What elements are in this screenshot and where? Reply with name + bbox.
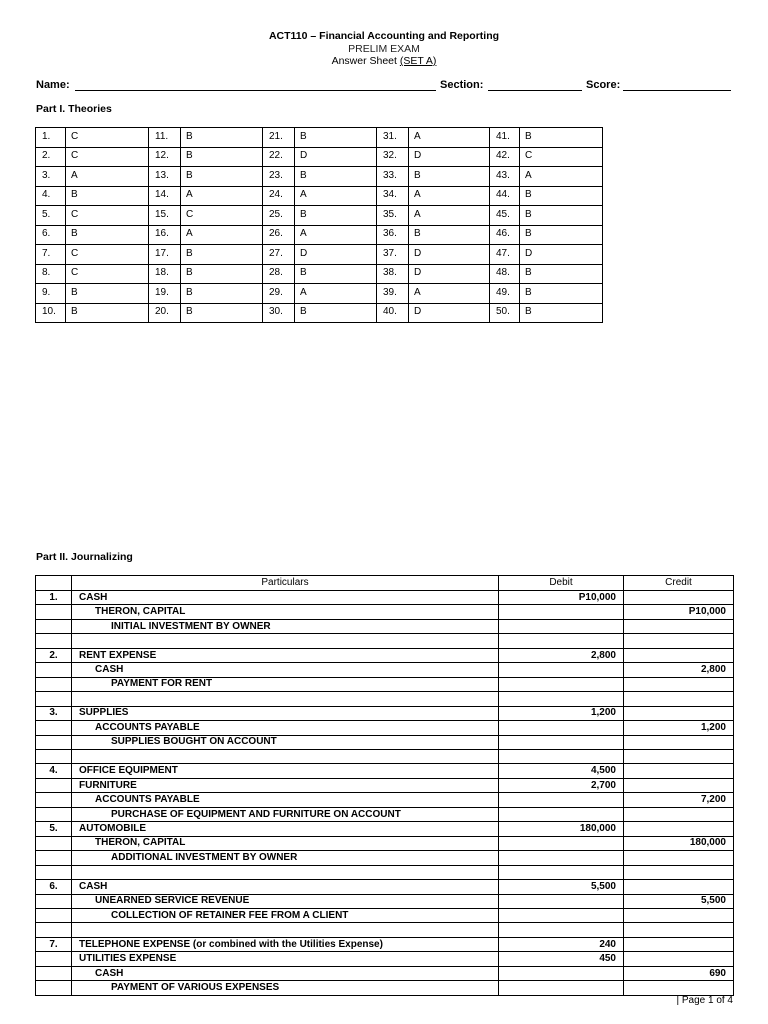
particulars-cell: TELEPHONE EXPENSE (or combined with the Utilities Expense) [72, 937, 499, 951]
credit-cell [624, 591, 734, 605]
debit-cell: 180,000 [499, 822, 624, 836]
particulars-cell: PURCHASE OF EQUIPMENT AND FURNITURE ON ACCOUNT [72, 807, 499, 821]
answer-cell: C [66, 147, 149, 167]
item-number: 13. [149, 167, 181, 187]
entry-number [36, 923, 72, 937]
answer-cell: A [295, 186, 377, 206]
item-number: 11. [149, 128, 181, 148]
journal-row [36, 952, 734, 966]
particulars-cell: OFFICE EQUIPMENT [72, 764, 499, 778]
answer-row [36, 264, 603, 284]
credit-cell [624, 880, 734, 894]
journal-header-row [36, 576, 734, 591]
particulars-cell: CASH [72, 966, 499, 980]
item-number: 50. [490, 303, 520, 323]
answer-cell: B [409, 225, 490, 245]
answer-cell: B [409, 167, 490, 187]
entry-number: 2. [36, 648, 72, 662]
particulars-cell: PAYMENT OF VARIOUS EXPENSES [72, 981, 499, 995]
journal-row [36, 692, 734, 706]
entry-number [36, 778, 72, 792]
item-number: 27. [263, 245, 295, 265]
credit-cell: 2,800 [624, 663, 734, 677]
item-number: 47. [490, 245, 520, 265]
section-blank-line [488, 80, 582, 91]
item-number: 34. [377, 186, 409, 206]
entry-number [36, 952, 72, 966]
answer-row [36, 245, 603, 265]
journal-row [36, 778, 734, 792]
answer-cell: A [295, 284, 377, 304]
answer-row [36, 186, 603, 206]
credit-cell: 1,200 [624, 721, 734, 735]
entry-number [36, 865, 72, 879]
answer-cell: D [409, 147, 490, 167]
item-number: 4. [36, 186, 66, 206]
name-label: Name: [36, 79, 70, 91]
debit-cell: 1,200 [499, 706, 624, 720]
part2-title: Part II. Journalizing [36, 551, 133, 563]
debit-cell [499, 894, 624, 908]
answer-cell: B [520, 264, 603, 284]
item-number: 39. [377, 284, 409, 304]
answer-cell: C [66, 264, 149, 284]
item-number: 7. [36, 245, 66, 265]
part1-title: Part I. Theories [36, 103, 112, 115]
credit-cell [624, 692, 734, 706]
journal-row [36, 735, 734, 749]
journal-row [36, 966, 734, 980]
journal-row [36, 981, 734, 995]
item-number: 37. [377, 245, 409, 265]
entry-number [36, 634, 72, 648]
debit-cell: 2,700 [499, 778, 624, 792]
item-number: 15. [149, 206, 181, 226]
journal-row [36, 822, 734, 836]
answer-cell: B [66, 225, 149, 245]
item-number: 46. [490, 225, 520, 245]
debit-cell [499, 735, 624, 749]
debit-cell [499, 923, 624, 937]
particulars-cell: PAYMENT FOR RENT [72, 677, 499, 691]
item-number: 30. [263, 303, 295, 323]
answer-cell: B [66, 303, 149, 323]
answer-row [36, 147, 603, 167]
course-title: ACT110 – Financial Accounting and Reporting [268, 30, 500, 42]
entry-number [36, 966, 72, 980]
answer-cell: A [181, 225, 263, 245]
item-number: 5. [36, 206, 66, 226]
answer-cell: B [520, 206, 603, 226]
entry-number: 4. [36, 764, 72, 778]
credit-cell [624, 778, 734, 792]
credit-cell [624, 764, 734, 778]
name-blank-line [75, 80, 436, 91]
theories-answer-table [35, 127, 603, 323]
credit-cell [624, 822, 734, 836]
item-number: 38. [377, 264, 409, 284]
particulars-cell: CASH [72, 591, 499, 605]
credit-cell [624, 807, 734, 821]
item-number: 14. [149, 186, 181, 206]
debit-cell [499, 677, 624, 691]
debit-cell [499, 865, 624, 879]
credit-cell [624, 619, 734, 633]
entry-number [36, 981, 72, 995]
page-number: | Page 1 of 4 [676, 995, 733, 1006]
particulars-cell: THERON, CAPITAL [72, 836, 499, 850]
entry-number: 6. [36, 880, 72, 894]
answer-cell: A [409, 186, 490, 206]
debit-cell: 4,500 [499, 764, 624, 778]
credit-cell: 5,500 [624, 894, 734, 908]
credit-cell: 7,200 [624, 793, 734, 807]
item-number: 35. [377, 206, 409, 226]
answer-row [36, 303, 603, 323]
score-blank-line [623, 80, 731, 91]
credit-cell [624, 735, 734, 749]
particulars-cell: ACCOUNTS PAYABLE [72, 721, 499, 735]
entry-number [36, 749, 72, 763]
item-number: 2. [36, 147, 66, 167]
debit-cell [499, 908, 624, 922]
answer-cell: B [66, 186, 149, 206]
journal-row [36, 865, 734, 879]
answer-cell: C [66, 128, 149, 148]
answer-cell: B [181, 128, 263, 148]
credit-cell: 690 [624, 966, 734, 980]
journal-table [35, 575, 734, 996]
journal-row [36, 706, 734, 720]
exam-title: PRELIM EXAM [348, 42, 420, 55]
answer-row [36, 284, 603, 304]
debit-cell: 240 [499, 937, 624, 951]
debit-cell [499, 634, 624, 648]
item-number: 28. [263, 264, 295, 284]
journal-row [36, 764, 734, 778]
entry-number [36, 677, 72, 691]
item-number: 45. [490, 206, 520, 226]
item-number: 17. [149, 245, 181, 265]
item-number: 6. [36, 225, 66, 245]
credit-cell [624, 648, 734, 662]
answer-cell: B [295, 206, 377, 226]
answer-cell: C [66, 206, 149, 226]
answer-cell: B [181, 303, 263, 323]
item-number: 10. [36, 303, 66, 323]
entry-number [36, 735, 72, 749]
answer-cell: B [181, 284, 263, 304]
credit-cell: 180,000 [624, 836, 734, 850]
particulars-cell: INITIAL INVESTMENT BY OWNER [72, 619, 499, 633]
item-number: 31. [377, 128, 409, 148]
debit-cell: 450 [499, 952, 624, 966]
answer-cell: B [181, 167, 263, 187]
item-number: 12. [149, 147, 181, 167]
answer-cell: B [181, 264, 263, 284]
journal-row [36, 591, 734, 605]
credit-cell [624, 706, 734, 720]
item-number: 48. [490, 264, 520, 284]
answer-cell: B [520, 284, 603, 304]
particulars-cell: SUPPLIES BOUGHT ON ACCOUNT [72, 735, 499, 749]
debit-cell: 2,800 [499, 648, 624, 662]
answer-row [36, 128, 603, 148]
section-label: Section: [440, 79, 484, 91]
particulars-cell: FURNITURE [72, 778, 499, 792]
particulars-cell: CASH [72, 663, 499, 677]
debit-cell [499, 851, 624, 865]
answer-cell: C [181, 206, 263, 226]
answer-cell: B [66, 284, 149, 304]
answer-row [36, 206, 603, 226]
answer-cell: B [520, 128, 603, 148]
debit-cell [499, 807, 624, 821]
answer-cell: A [295, 225, 377, 245]
answer-cell: B [181, 147, 263, 167]
item-number: 36. [377, 225, 409, 245]
debit-cell [499, 605, 624, 619]
answer-row [36, 225, 603, 245]
entry-number [36, 605, 72, 619]
answer-cell: D [409, 303, 490, 323]
entry-number [36, 619, 72, 633]
particulars-cell [72, 865, 499, 879]
credit-cell: P10,000 [624, 605, 734, 619]
item-number: 8. [36, 264, 66, 284]
debit-cell [499, 692, 624, 706]
journal-row [36, 648, 734, 662]
journal-row [36, 619, 734, 633]
journal-row [36, 605, 734, 619]
debit-cell [499, 793, 624, 807]
entry-number: 7. [36, 937, 72, 951]
item-number: 26. [263, 225, 295, 245]
credit-cell [624, 677, 734, 691]
debit-cell [499, 966, 624, 980]
item-number: 40. [377, 303, 409, 323]
debit-cell: P10,000 [499, 591, 624, 605]
journal-row [36, 749, 734, 763]
debit-cell [499, 836, 624, 850]
answer-cell: C [66, 245, 149, 265]
entry-number [36, 836, 72, 850]
number-header [36, 576, 72, 591]
journal-row [36, 894, 734, 908]
item-number: 25. [263, 206, 295, 226]
item-number: 1. [36, 128, 66, 148]
set-label: (SET A) [399, 55, 437, 67]
particulars-cell [72, 692, 499, 706]
entry-number: 5. [36, 822, 72, 836]
debit-cell [499, 663, 624, 677]
answer-cell: A [66, 167, 149, 187]
answer-cell: B [295, 264, 377, 284]
answer-row [36, 167, 603, 187]
journal-row [36, 677, 734, 691]
journal-row [36, 908, 734, 922]
answer-cell: A [409, 284, 490, 304]
answer-cell: A [409, 206, 490, 226]
credit-cell [624, 749, 734, 763]
entry-number [36, 692, 72, 706]
entry-number: 1. [36, 591, 72, 605]
item-number: 16. [149, 225, 181, 245]
credit-cell [624, 865, 734, 879]
answer-cell: D [409, 245, 490, 265]
journal-table-header [36, 576, 734, 591]
answer-cell: D [295, 147, 377, 167]
item-number: 18. [149, 264, 181, 284]
item-number: 24. [263, 186, 295, 206]
credit-cell [624, 952, 734, 966]
entry-number [36, 721, 72, 735]
journal-row [36, 937, 734, 951]
item-number: 29. [263, 284, 295, 304]
credit-cell [624, 908, 734, 922]
particulars-cell [72, 923, 499, 937]
entry-number [36, 894, 72, 908]
item-number: 19. [149, 284, 181, 304]
item-number: 22. [263, 147, 295, 167]
theories-table-body [36, 128, 603, 323]
item-number: 49. [490, 284, 520, 304]
debit-cell: 5,500 [499, 880, 624, 894]
item-number: 20. [149, 303, 181, 323]
entry-number [36, 793, 72, 807]
journal-row [36, 634, 734, 648]
particulars-cell: COLLECTION OF RETAINER FEE FROM A CLIENT [72, 908, 499, 922]
answer-cell: A [520, 167, 603, 187]
credit-cell [624, 937, 734, 951]
answer-cell: B [181, 245, 263, 265]
particulars-cell [72, 749, 499, 763]
document-header [0, 30, 768, 68]
particulars-cell: RENT EXPENSE [72, 648, 499, 662]
answer-cell: B [520, 303, 603, 323]
particulars-cell: THERON, CAPITAL [72, 605, 499, 619]
answer-cell: C [520, 147, 603, 167]
item-number: 33. [377, 167, 409, 187]
debit-cell [499, 749, 624, 763]
answer-sheet-line [0, 55, 768, 68]
answer-cell: D [295, 245, 377, 265]
answer-cell: A [181, 186, 263, 206]
entry-number [36, 807, 72, 821]
entry-number: 3. [36, 706, 72, 720]
debit-cell [499, 721, 624, 735]
journal-row [36, 880, 734, 894]
answer-cell: A [409, 128, 490, 148]
item-number: 3. [36, 167, 66, 187]
credit-cell [624, 851, 734, 865]
journal-row [36, 721, 734, 735]
answer-sheet-label: Answer Sheet [331, 55, 397, 67]
item-number: 21. [263, 128, 295, 148]
item-number: 32. [377, 147, 409, 167]
answer-cell: B [295, 303, 377, 323]
item-number: 44. [490, 186, 520, 206]
entry-number [36, 908, 72, 922]
score-label: Score: [586, 79, 621, 91]
debit-header: Debit [499, 576, 624, 591]
debit-cell [499, 981, 624, 995]
particulars-cell: UTILITIES EXPENSE [72, 952, 499, 966]
entry-number [36, 663, 72, 677]
entry-number [36, 851, 72, 865]
particulars-cell: AUTOMOBILE [72, 822, 499, 836]
journal-row [36, 663, 734, 677]
answer-cell: D [520, 245, 603, 265]
debit-cell [499, 619, 624, 633]
particulars-cell: ACCOUNTS PAYABLE [72, 793, 499, 807]
journal-row [36, 836, 734, 850]
particulars-cell: SUPPLIES [72, 706, 499, 720]
credit-cell [624, 981, 734, 995]
journal-row [36, 923, 734, 937]
journal-row [36, 807, 734, 821]
answer-cell: B [295, 167, 377, 187]
credit-header: Credit [624, 576, 734, 591]
item-number: 41. [490, 128, 520, 148]
answer-cell: B [520, 186, 603, 206]
journal-row [36, 851, 734, 865]
particulars-cell: UNEARNED SERVICE REVENUE [72, 894, 499, 908]
answer-cell: B [520, 225, 603, 245]
item-number: 42. [490, 147, 520, 167]
item-number: 43. [490, 167, 520, 187]
particulars-cell [72, 634, 499, 648]
particulars-cell: ADDITIONAL INVESTMENT BY OWNER [72, 851, 499, 865]
answer-cell: B [295, 128, 377, 148]
credit-cell [624, 923, 734, 937]
credit-cell [624, 634, 734, 648]
answer-cell: D [409, 264, 490, 284]
journal-row [36, 793, 734, 807]
item-number: 23. [263, 167, 295, 187]
journal-table-body [36, 591, 734, 996]
item-number: 9. [36, 284, 66, 304]
particulars-header: Particulars [72, 576, 499, 591]
particulars-cell: CASH [72, 880, 499, 894]
